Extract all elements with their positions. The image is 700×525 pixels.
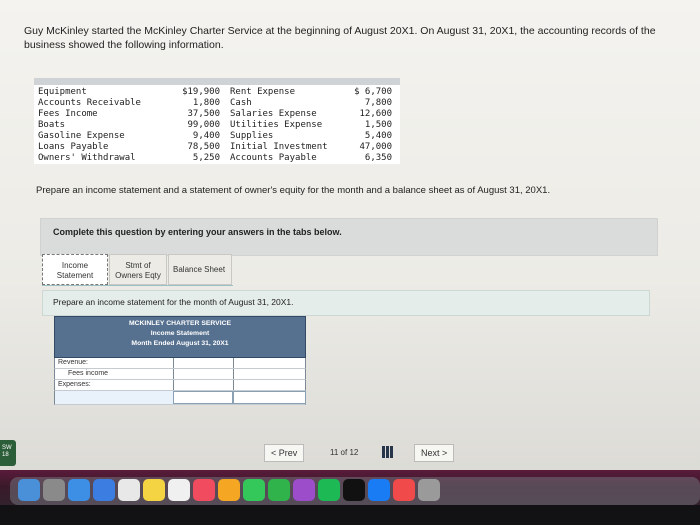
ledger-name: Utilities Expense [230,120,323,130]
photos-icon[interactable] [218,479,240,501]
news-icon[interactable] [393,479,415,501]
side-badge-text: SW 18 [2,445,12,458]
ledger-value: $19,900 [182,87,220,97]
page-indicator [330,448,358,457]
total-pages: 12 [349,448,359,457]
income-statement-form [54,316,306,405]
statement-period: Month Ended August 31, 20X1 [131,340,229,347]
calendar-icon[interactable] [118,479,140,501]
reminders-icon[interactable] [168,479,190,501]
ledger-name: Cash [230,98,252,108]
podcasts-icon[interactable] [293,479,315,501]
ledger-value: $ 6,700 [354,87,392,97]
ledger-left-names [38,87,141,164]
revenue-label: Revenue: [58,359,88,366]
ledger-name: Supplies [230,131,274,141]
company-name: MCKINLEY CHARTER SERVICE [128,320,232,327]
ledger-name: Rent Expense [230,87,296,97]
ledger-value: 78,500 [187,142,220,152]
expenses-label: Expenses: [58,381,91,388]
ledger-name: Accounts Receivable [38,98,141,108]
app-store-icon[interactable] [368,479,390,501]
cell [173,369,233,379]
cell [173,358,233,368]
ledger-value: 37,500 [187,109,220,119]
account-ledger [34,78,400,164]
ledger-name: Accounts Payable [230,153,317,163]
tv-icon[interactable] [343,479,365,501]
problem-intro: Guy McKinley started the McKinley Charter Service at the beginning of August 20X1. On August 31, 20X1, the accounting records of the business showed the following information. [24,25,656,51]
current-page: 11 [330,448,339,457]
ledger-left-values [174,87,220,164]
spotify-icon[interactable] [318,479,340,501]
ledger-name: Loans Payable [38,142,109,152]
ledger-value: 7,800 [364,98,392,108]
expenses-label-row [54,380,306,391]
question-nav [264,444,464,462]
tab-income-statement[interactable]: Income Statement [42,254,108,285]
ledger-value: 1,500 [364,120,392,130]
ledger-value: 99,000 [187,120,220,130]
statement-header [54,316,306,358]
ledger-value: 5,400 [364,131,392,141]
tab-balance-sheet[interactable]: Balance Sheet [168,254,232,285]
subprompt-panel [42,290,650,316]
messages-icon[interactable] [243,479,265,501]
screen-bezel [0,505,700,525]
launchpad-icon[interactable] [43,479,65,501]
page-of: of [340,448,348,457]
ledger-name: Fees Income [38,109,98,119]
prev-button[interactable]: < Prev [264,444,304,462]
ledger-right-names [230,87,328,164]
ledger-right-values [346,87,392,164]
ledger-value: 6,350 [364,153,392,163]
fees-income-row [54,369,306,380]
ledger-name: Salaries Expense [230,109,317,119]
facetime-icon[interactable] [268,479,290,501]
tab-stmt-owners-eqty[interactable]: Stmt of Owners Eqty [109,254,167,285]
cell [233,358,306,368]
mail-icon[interactable] [93,479,115,501]
ledger-name: Owners' Withdrawal [38,153,136,163]
statement-title: Income Statement [150,330,210,337]
instruction-text: Complete this question by entering your answers in the tabs below. [53,227,342,237]
expense-amount-input[interactable] [173,391,233,404]
revenue-label-row [54,358,306,369]
fees-income-label: Fees income [68,370,109,377]
finder-icon[interactable] [18,479,40,501]
instruction-box [40,218,658,256]
next-button[interactable]: Next > [414,444,454,462]
ledger-value: 1,800 [192,98,220,108]
ledger-name: Gasoline Expense [38,131,125,141]
answer-tabs [42,254,233,286]
subprompt-text: Prepare an income statement for the month of August 31, 20X1. [53,297,294,307]
safari-icon[interactable] [68,479,90,501]
ledger-value: 9,400 [192,131,220,141]
settings-icon[interactable] [418,479,440,501]
side-badge [0,440,16,466]
expense-total-input[interactable] [233,391,306,404]
task-prompt: Prepare an income statement and a statement of owner's equity for the month and a balance sheet as of August 31, 20X1. [36,185,551,196]
expense-input-row[interactable] [54,391,306,405]
dock-icons [18,479,440,501]
ledger-name: Equipment [38,87,87,97]
notes-icon[interactable] [143,479,165,501]
music-icon[interactable] [193,479,215,501]
ledger-value: 47,000 [359,142,392,152]
ledger-value: 12,600 [359,109,392,119]
ledger-name: Initial Investment [230,142,328,152]
grid-icon[interactable] [382,446,394,458]
ledger-name: Boats [38,120,66,130]
fees-income-amount[interactable] [233,369,306,379]
cell [233,380,306,390]
ledger-value: 5,250 [192,153,220,163]
cell [173,380,233,390]
